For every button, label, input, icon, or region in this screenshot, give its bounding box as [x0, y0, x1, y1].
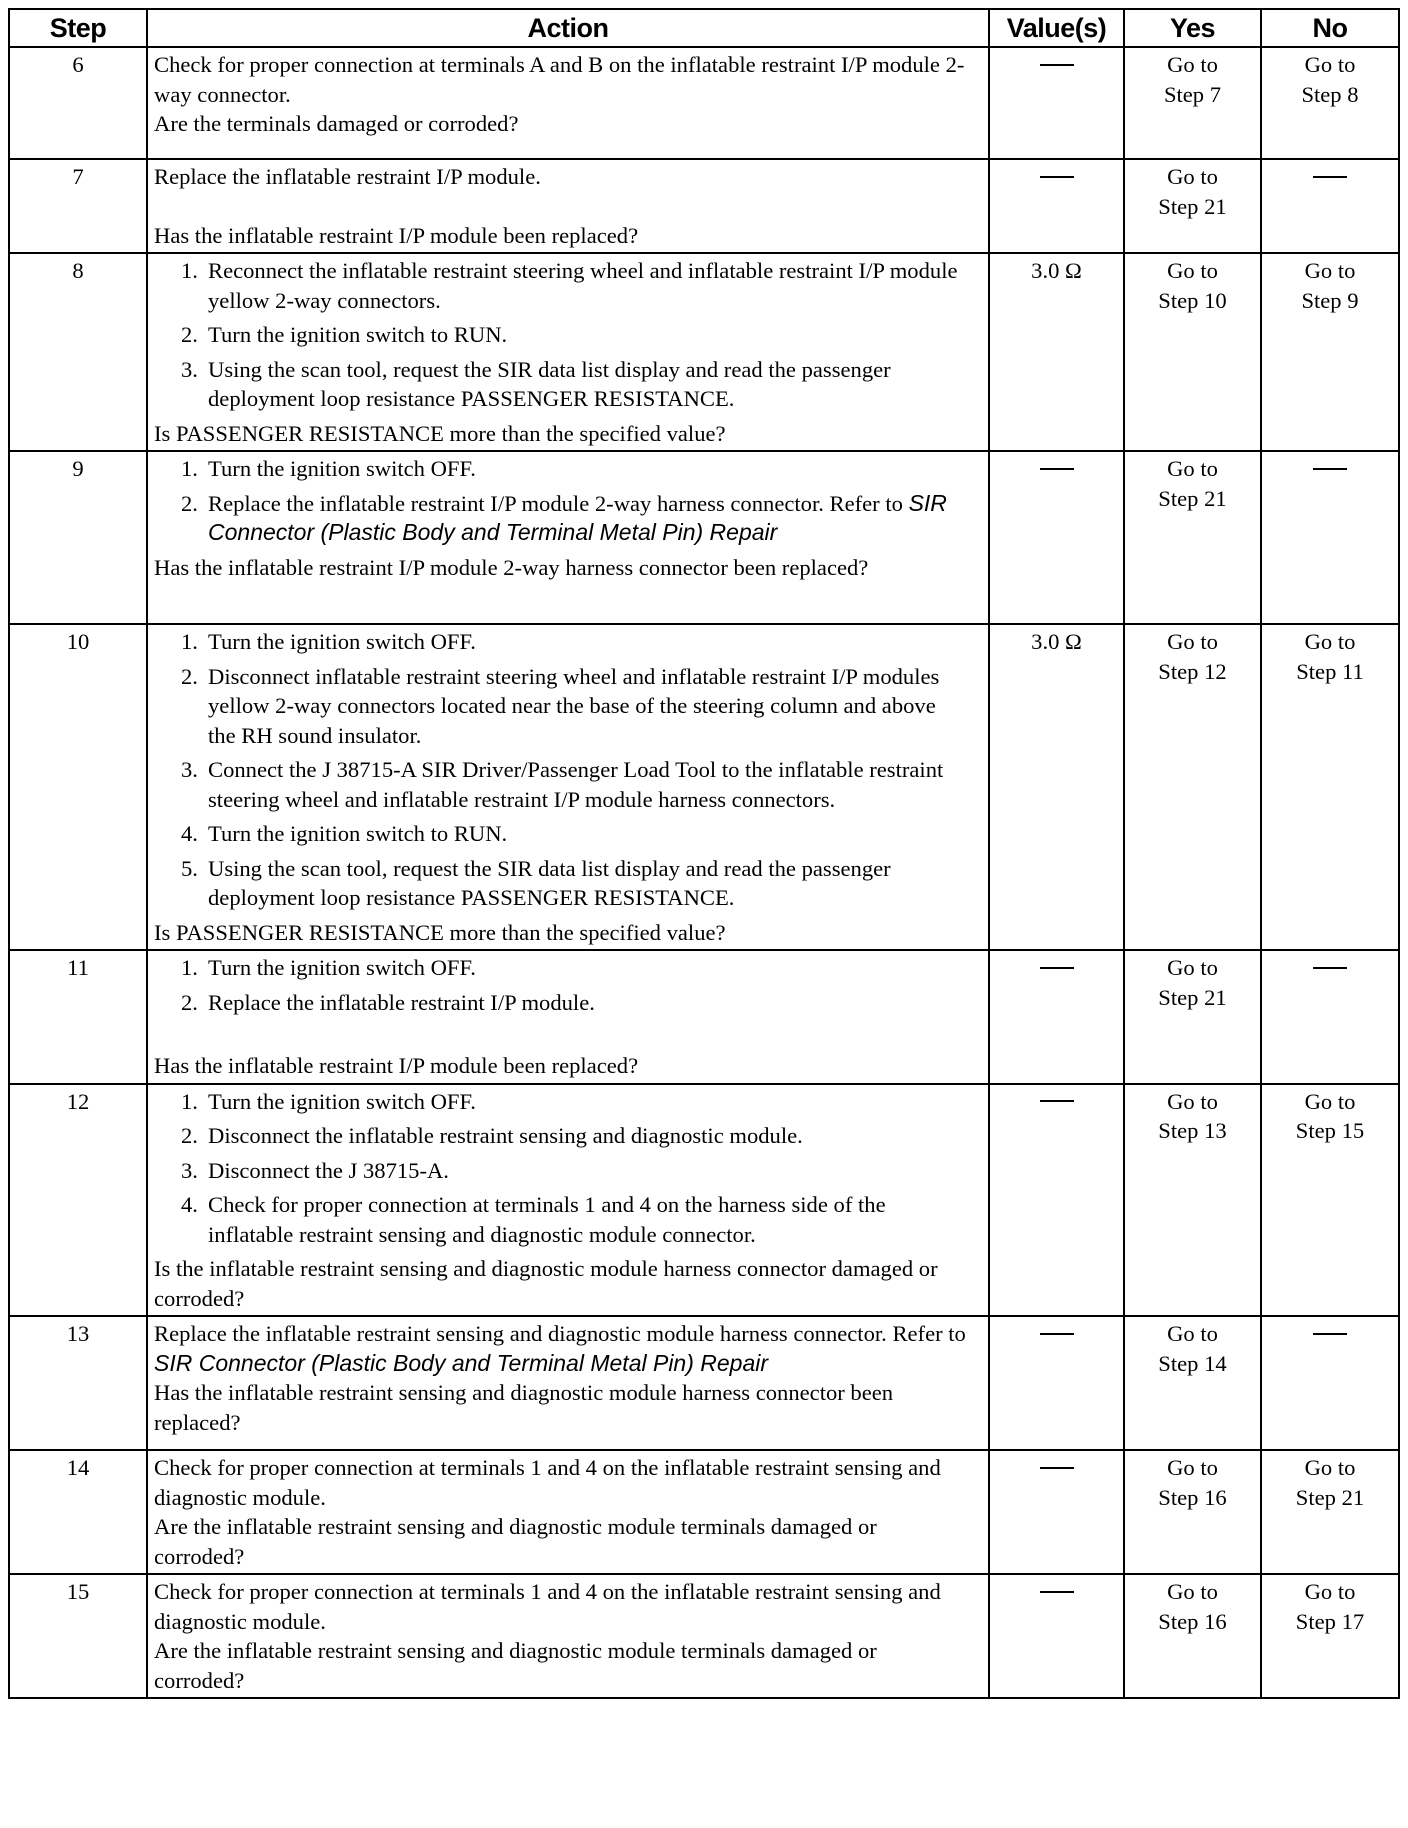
action-text: Check for proper connection at terminals 1 and 4 on the inflatable restraint sensing and diagnostic module.	[154, 1579, 941, 1634]
no-goto[interactable]: Go to Step 15	[1295, 1088, 1365, 1143]
action-text: Check for proper connection at terminals 1 and 4 on the inflatable restraint sensing and diagnostic module.	[154, 1455, 941, 1510]
dash-mark	[1313, 967, 1347, 969]
action-step-text: Disconnect the J 38715-A.	[208, 1157, 449, 1183]
action-steps-list	[154, 953, 968, 1017]
action-question: Has the inflatable restraint I/P module been replaced?	[154, 1053, 639, 1078]
spacer	[154, 1022, 968, 1051]
table-row	[9, 950, 1399, 1084]
action-step	[154, 988, 968, 1018]
action-cell	[147, 253, 989, 451]
step-number: 10	[9, 624, 147, 950]
no-cell	[1261, 624, 1399, 950]
yes-cell	[1124, 253, 1261, 451]
action-step	[154, 662, 968, 751]
no-cell	[1261, 451, 1399, 624]
yes-cell	[1124, 1316, 1261, 1450]
dash-mark	[1040, 1100, 1074, 1102]
no-cell	[1261, 253, 1399, 451]
action-cell	[147, 159, 989, 253]
dash-mark	[1040, 967, 1074, 969]
yes-cell	[1124, 950, 1261, 1084]
action-step-number: 1.	[181, 955, 198, 980]
no-cell	[1261, 1450, 1399, 1574]
yes-cell	[1124, 1450, 1261, 1574]
action-step-text: Disconnect inflatable restraint steering wheel and inflatable restraint I/P modules yellow 2-way connectors located near the base of the steering column and above the RH sound insulator.	[208, 663, 940, 748]
value-cell	[989, 159, 1124, 253]
table-row	[9, 159, 1399, 253]
action-step-number: 2.	[181, 663, 198, 689]
action-cell	[147, 451, 989, 624]
table-row	[9, 1316, 1399, 1450]
action-step-text: Using the scan tool, request the SIR data list display and read the passenger deployment loop resistance PASSENGER RESISTANCE.	[208, 356, 891, 411]
action-cell	[147, 1316, 989, 1450]
yes-goto[interactable]: Go to Step 16	[1158, 1579, 1227, 1634]
dash-mark	[1313, 468, 1347, 470]
action-step-number: 4.	[181, 821, 198, 846]
yes-goto[interactable]: Go to Step 10	[1158, 258, 1227, 313]
yes-cell	[1124, 1084, 1261, 1317]
no-cell	[1261, 1084, 1399, 1317]
yes-goto[interactable]: Go to Step 7	[1163, 52, 1222, 107]
action-step-text: Turn the ignition switch to RUN.	[208, 322, 508, 347]
action-step-text: Turn the ignition switch to RUN.	[208, 821, 508, 846]
action-step-text: Using the scan tool, request the SIR data list display and read the passenger deployment loop resistance PASSENGER RESISTANCE.	[208, 855, 891, 910]
spacer	[154, 192, 968, 221]
diagnostic-page	[8, 8, 1398, 1699]
dash-mark	[1040, 468, 1074, 470]
action-step-number: 1.	[181, 456, 198, 481]
value-cell	[989, 1084, 1124, 1317]
action-question: Has the inflatable restraint sensing and diagnostic module harness connector been replaced?	[154, 1380, 894, 1435]
action-steps-list	[154, 256, 968, 414]
action-step-text: Turn the ignition switch OFF.	[208, 1088, 476, 1114]
action-step-number: 3.	[181, 1157, 198, 1183]
yes-goto[interactable]: Go to Step 14	[1158, 1321, 1227, 1376]
action-step-number: 4.	[181, 1192, 198, 1217]
action-step	[154, 1121, 968, 1151]
action-step-number: 1.	[181, 629, 198, 654]
yes-cell	[1124, 624, 1261, 950]
action-question: Has the inflatable restraint I/P module been replaced?	[154, 222, 639, 248]
action-step-number: 1.	[181, 1088, 198, 1114]
action-step	[154, 953, 968, 983]
table-row	[9, 253, 1399, 451]
action-step-text: Check for proper connection at terminals 1 and 4 on the harness side of the inflatable restraint sensing and diagnostic module connector.	[208, 1192, 886, 1247]
action-step	[154, 755, 968, 814]
action-cell	[147, 1574, 989, 1698]
yes-cell	[1124, 159, 1261, 253]
step-number: 9	[9, 451, 147, 624]
action-step-number: 2.	[181, 322, 198, 347]
table-row	[9, 1450, 1399, 1574]
no-cell	[1261, 47, 1399, 159]
no-cell	[1261, 159, 1399, 253]
spec-value: 3.0 Ω	[1031, 629, 1082, 654]
yes-cell	[1124, 1574, 1261, 1698]
action-step	[154, 1156, 968, 1186]
value-cell	[989, 253, 1124, 451]
table-row	[9, 47, 1399, 159]
action-step-number: 3.	[181, 757, 198, 782]
no-goto[interactable]: Go to Step 8	[1301, 52, 1359, 107]
action-question: Is PASSENGER RESISTANCE more than the specified value?	[154, 420, 726, 446]
action-text: Check for proper connection at terminals A and B on the inflatable restraint I/P module 2-way connector.	[154, 52, 965, 107]
spec-value: 3.0 Ω	[1031, 258, 1082, 283]
step-number: 14	[9, 1450, 147, 1574]
action-step-text: Replace the inflatable restraint I/P module 2-way harness connector. Refer to	[208, 490, 909, 516]
action-step-text: Disconnect the inflatable restraint sensing and diagnostic module.	[208, 1123, 803, 1148]
table-row	[9, 624, 1399, 950]
header-action: Action	[147, 9, 989, 47]
action-step-number: 2.	[181, 989, 198, 1015]
action-step-number: 2.	[181, 490, 198, 516]
header-no: No	[1261, 9, 1399, 47]
step-number: 11	[9, 950, 147, 1084]
dash-mark	[1313, 1333, 1347, 1335]
step-number: 8	[9, 253, 147, 451]
no-cell	[1261, 950, 1399, 1084]
header-row	[9, 9, 1399, 47]
value-cell	[989, 1316, 1124, 1450]
action-step	[154, 1190, 968, 1249]
header-step: Step	[9, 9, 147, 47]
header-yes: Yes	[1124, 9, 1261, 47]
action-text: Replace the inflatable restraint sensing and diagnostic module harness connector. Refer to	[154, 1321, 966, 1346]
action-step-text: Turn the ignition switch OFF.	[208, 955, 476, 980]
action-step-number: 2.	[181, 1123, 198, 1148]
dash-mark	[1040, 1467, 1074, 1469]
header-values: Value(s)	[989, 9, 1124, 47]
reference-link[interactable]: SIR Connector (Plastic Body and Terminal Metal Pin) Repair	[208, 489, 947, 545]
action-step	[154, 854, 968, 913]
step-number: 12	[9, 1084, 147, 1317]
value-cell	[989, 624, 1124, 950]
step-number: 7	[9, 159, 147, 253]
value-cell	[989, 950, 1124, 1084]
action-step	[154, 256, 968, 315]
action-cell	[147, 47, 989, 159]
dash-mark	[1040, 1333, 1074, 1335]
action-step	[154, 320, 968, 350]
action-question: Is PASSENGER RESISTANCE more than the specified value?	[154, 919, 726, 945]
yes-cell	[1124, 47, 1261, 159]
action-question: Is the inflatable restraint sensing and diagnostic module harness connector damaged or corroded?	[154, 1256, 938, 1311]
no-goto[interactable]: Go to Step 17	[1295, 1579, 1365, 1634]
yes-goto[interactable]: Go to Step 21	[1158, 955, 1227, 1010]
table-row	[9, 451, 1399, 624]
yes-goto[interactable]: Go to Step 12	[1158, 629, 1227, 684]
no-goto[interactable]: Go to Step 9	[1301, 258, 1359, 313]
action-step-number: 1.	[181, 258, 198, 283]
action-steps-list	[154, 454, 968, 548]
table-body	[9, 47, 1399, 1698]
reference-link[interactable]: SIR Connector (Plastic Body and Terminal Metal Pin) Repair	[154, 1349, 769, 1376]
dash-mark	[1313, 176, 1347, 178]
dash-mark	[1040, 176, 1074, 178]
table-row	[9, 1084, 1399, 1317]
yes-goto[interactable]: Go to Step 21	[1158, 164, 1227, 219]
action-step	[154, 355, 968, 414]
step-number: 15	[9, 1574, 147, 1698]
action-text: Replace the inflatable restraint I/P module.	[154, 164, 541, 189]
action-step-text: Turn the ignition switch OFF.	[208, 456, 476, 481]
yes-goto[interactable]: Go to Step 13	[1158, 1088, 1227, 1143]
no-goto[interactable]: Go to Step 21	[1295, 1455, 1365, 1510]
step-number: 6	[9, 47, 147, 159]
action-steps-list	[154, 1087, 968, 1250]
action-cell	[147, 1450, 989, 1574]
action-cell	[147, 624, 989, 950]
action-question: Are the inflatable restraint sensing and diagnostic module terminals damaged or corroded?	[154, 1638, 877, 1693]
action-question: Are the terminals damaged or corroded?	[154, 111, 519, 136]
dash-mark	[1040, 1591, 1074, 1593]
action-step	[154, 489, 968, 548]
action-steps-list	[154, 627, 968, 913]
value-cell	[989, 451, 1124, 624]
action-step	[154, 1087, 968, 1117]
action-step	[154, 454, 968, 484]
step-number: 13	[9, 1316, 147, 1450]
yes-goto[interactable]: Go to Step 21	[1158, 456, 1227, 511]
value-cell	[989, 1450, 1124, 1574]
action-question: Has the inflatable restraint I/P module 2-way harness connector been replaced?	[154, 554, 869, 580]
action-step-text: Reconnect the inflatable restraint steering wheel and inflatable restraint I/P module yellow 2-way connectors.	[208, 258, 958, 313]
action-step	[154, 819, 968, 849]
value-cell	[989, 1574, 1124, 1698]
action-question: Are the inflatable restraint sensing and diagnostic module terminals damaged or corroded?	[154, 1514, 877, 1569]
no-cell	[1261, 1574, 1399, 1698]
diagnostic-table	[8, 8, 1400, 1699]
action-step-number: 3.	[181, 356, 198, 382]
no-cell	[1261, 1316, 1399, 1450]
action-step-text: Replace the inflatable restraint I/P module.	[208, 989, 595, 1015]
no-goto[interactable]: Go to Step 11	[1296, 629, 1364, 684]
action-step-number: 5.	[181, 855, 198, 881]
table-row	[9, 1574, 1399, 1698]
yes-cell	[1124, 451, 1261, 624]
action-step-text: Connect the J 38715-A SIR Driver/Passenger Load Tool to the inflatable restraint steering wheel and inflatable restraint I/P module harness connectors.	[208, 757, 944, 812]
dash-mark	[1040, 64, 1074, 66]
yes-goto[interactable]: Go to Step 16	[1158, 1455, 1227, 1510]
action-cell	[147, 950, 989, 1084]
action-step	[154, 627, 968, 657]
value-cell	[989, 47, 1124, 159]
action-step-text: Turn the ignition switch OFF.	[208, 629, 476, 654]
action-cell	[147, 1084, 989, 1317]
